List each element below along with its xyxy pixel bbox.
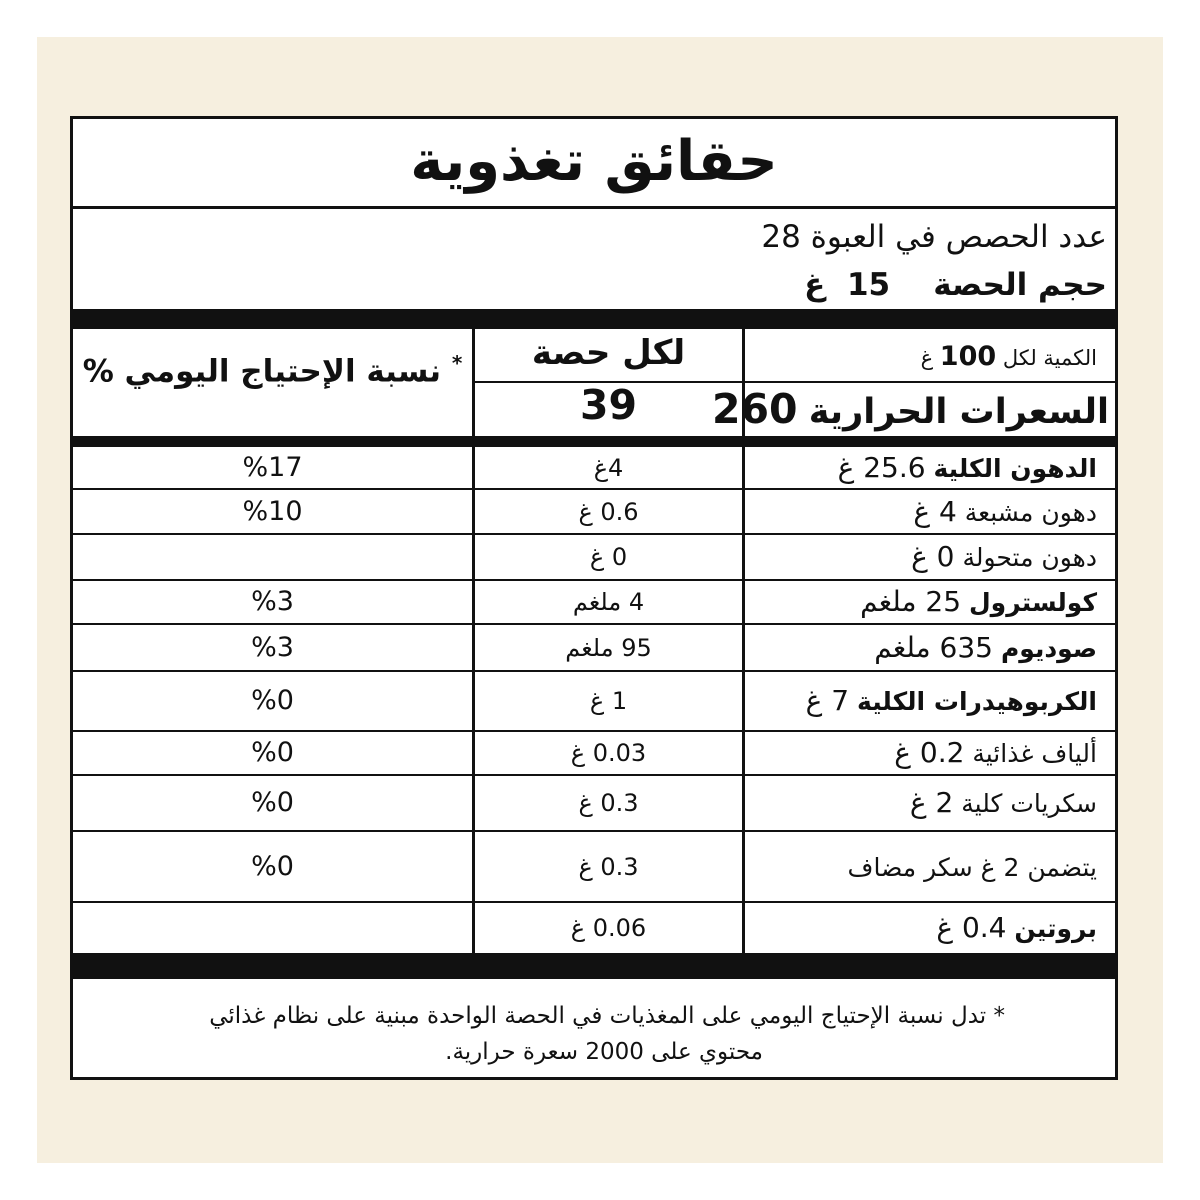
nutrient-name: بروتين [1014, 913, 1097, 943]
nutrient-per-serving: 4غ [593, 454, 624, 482]
serving-size-value: 15 [846, 267, 891, 303]
nutrient-row [73, 447, 1115, 489]
nutrient-daily-value: %17 [242, 452, 303, 483]
per100-header [921, 341, 1097, 372]
nutrient-name: ألياف غذائية [972, 739, 1097, 768]
nutrient-per100: 4 غ [913, 494, 957, 528]
nutrient-per-serving: 0.3 غ [578, 789, 639, 817]
nutrient-name-cell [860, 587, 1097, 618]
nutrient-per-serving: 0.6 غ [578, 497, 639, 526]
per-serving-header: لكل حصة [531, 333, 686, 373]
thick-divider-top [73, 309, 1115, 329]
nutrient-per-serving: 1 غ [589, 687, 628, 715]
nutrient-name: دهون متحولة [962, 543, 1097, 572]
nutrient-per-serving: 0.3 غ [578, 852, 639, 881]
per100-value: 100 [939, 341, 997, 372]
nutrient-row [73, 489, 1115, 534]
nutrient-name-cell [894, 738, 1097, 769]
nutrient-daily-value: %3 [251, 586, 294, 617]
nutrient-per100: 0.4 غ [936, 910, 1007, 944]
calories-per100: 260 [711, 385, 798, 433]
nutrient-name-cell [910, 788, 1097, 819]
nutrient-name-cell [913, 494, 1097, 528]
calories-label: السعرات الحرارية [808, 392, 1109, 432]
calories-per-serving: 39 [579, 381, 638, 429]
nutrient-name-cell [806, 686, 1097, 717]
per100-prefix: الكمية لكل [1002, 346, 1097, 370]
nutrient-name-cell [874, 630, 1097, 664]
nutrient-row [73, 580, 1115, 624]
nutrient-daily-value: %0 [251, 685, 294, 716]
thick-divider-bottom [73, 953, 1115, 979]
nutrient-daily-value: %3 [251, 631, 294, 663]
nutrient-name-cell [838, 453, 1097, 484]
nutrient-row [73, 731, 1115, 775]
nutrient-per-serving: 0.06 غ [570, 913, 647, 942]
serving-size [804, 267, 1107, 303]
nutrient-name: كولسترول [968, 588, 1097, 617]
nutrient-name: يتضمن 2 غ سكر مضاف [847, 852, 1097, 882]
nutrient-row [73, 624, 1115, 671]
nutrient-daily-value: %10 [242, 495, 303, 527]
serving-size-unit: غ [804, 267, 826, 303]
nutrient-row [73, 775, 1115, 831]
nutrient-name: صوديوم [1000, 633, 1097, 663]
nutrient-name-cell [936, 910, 1097, 944]
nutrient-per100: 25 ملغم [860, 585, 962, 618]
nutrient-daily-value: %0 [251, 787, 294, 818]
calories-row [712, 385, 1109, 433]
nutrient-name: سكريات كلية [961, 789, 1097, 818]
nutrient-name-cell [848, 852, 1097, 883]
nutrient-per-serving: 0.03 غ [570, 739, 647, 767]
nutrition-facts-label [70, 116, 1118, 1080]
servings-per-package: عدد الحصص في العبوة 28 [761, 219, 1107, 255]
daily-value-header [73, 351, 472, 389]
nutrient-per100: 0 غ [911, 540, 955, 573]
nutrient-name: الكربوهيدرات الكلية [857, 687, 1097, 716]
nutrient-per100: 635 ملغم [874, 630, 993, 664]
thick-divider-mid [73, 436, 1115, 447]
footnote-line-1: * تدل نسبة الإحتياج اليومي على المغذيات في الحصة الواحدة مبنية على نظام غذائي [209, 1003, 1005, 1029]
per100-unit: غ [920, 346, 934, 370]
nutrient-per100: 25.6 غ [837, 451, 926, 484]
nutrient-per100: 0.2 غ [894, 736, 965, 769]
nutrient-per-serving: 0 غ [589, 543, 628, 571]
dv-asterisk: * [451, 351, 463, 375]
nutrient-row [73, 902, 1115, 953]
nutrient-name-cell [911, 542, 1097, 573]
serving-size-label: حجم الحصة [933, 267, 1107, 303]
dv-percent: % [82, 353, 114, 390]
nutrient-name: الدهون الكلية [933, 454, 1097, 483]
nutrient-daily-value: %0 [251, 737, 294, 768]
title-divider [73, 206, 1115, 209]
footnote-line-2: محتوي على 2000 سعرة حرارية. [445, 1039, 763, 1065]
nutrient-row [73, 534, 1115, 580]
nutrient-row [73, 671, 1115, 731]
nutrient-row [73, 831, 1115, 902]
nutrient-per-serving: 4 ملغم [572, 588, 645, 616]
nutrient-daily-value: %0 [251, 850, 294, 882]
nutrient-name: دهون مشبعة [964, 497, 1097, 527]
dv-label: نسبة الإحتياج اليومي [124, 353, 442, 390]
label-title: حقائق تغذوية [410, 129, 778, 194]
nutrient-per-serving: 95 ملغم [565, 633, 652, 662]
nutrient-per100: 7 غ [805, 684, 850, 717]
nutrient-per100: 2 غ [909, 786, 954, 819]
